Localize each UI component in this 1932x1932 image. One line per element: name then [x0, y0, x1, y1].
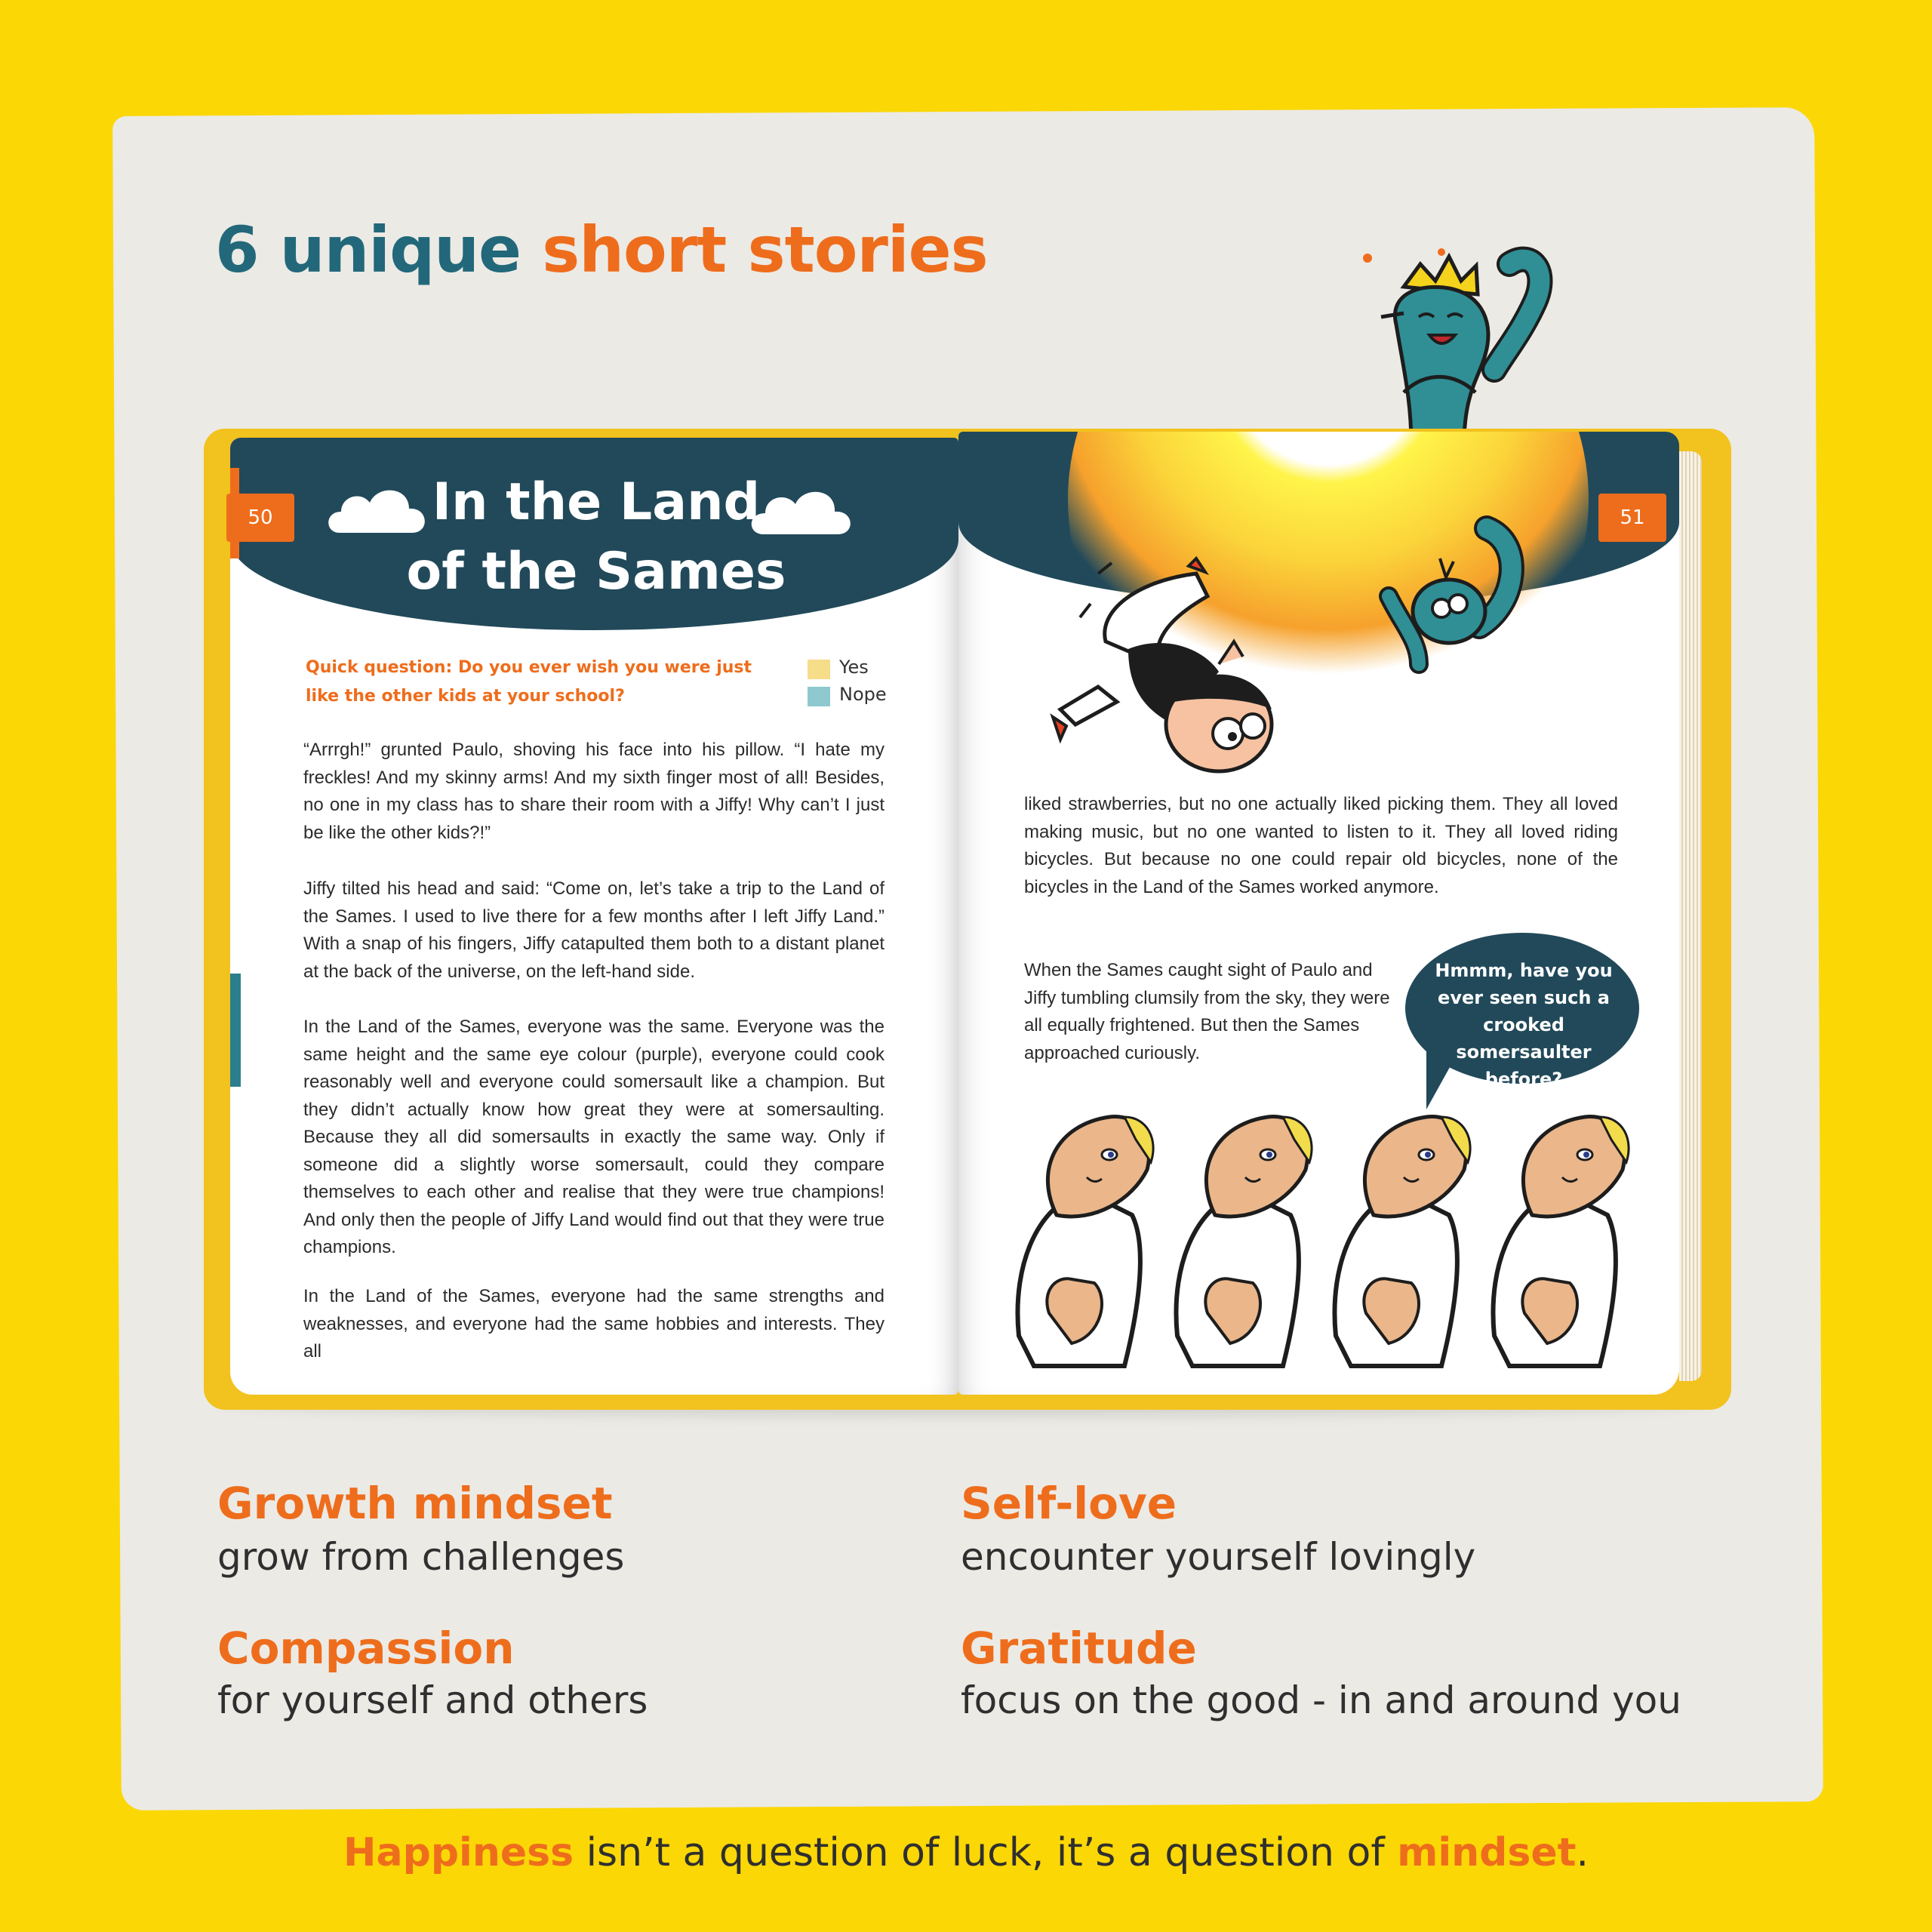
- page-edges: [1679, 451, 1702, 1381]
- speech-bubble-text: Hmmm, have you ever seen such a crooked somersaulter before?: [1435, 960, 1613, 1090]
- chapter-title-line-2: of the Sames: [406, 542, 786, 601]
- answer-yes-checkbox: [808, 660, 830, 679]
- headline: [215, 213, 988, 287]
- teal-edge-mark: [230, 974, 241, 1087]
- tagline-mindset: mindset: [1397, 1830, 1577, 1875]
- feature-self-love-title: Self-love: [961, 1478, 1177, 1529]
- story-paragraph-6: When the Sames caught sight of Paulo and Jiffy tumbling clumsily from the sky, they were all equally frightened. But then the Sames approached curiously.: [1024, 960, 1390, 1063]
- same-character: [1017, 1117, 1153, 1366]
- chapter-title-line-1: In the Land: [432, 472, 761, 532]
- feature-gratitude-title: Gratitude: [961, 1623, 1197, 1674]
- page-number-right: 51: [1598, 494, 1666, 542]
- story-paragraph-1: “Arrrgh!” grunted Paulo, shoving his face into his pillow. “I hate my freckles! And my skinny arms! And my sixth finger most of all! Besides, no one in my class has to share their room with a Jiffy! Why can’t I just be like the other kids?!”: [303, 740, 884, 843]
- story-paragraph-4: In the Land of the Sames, everyone had the same strengths and weaknesses, and everyone had the same hobbies and interests. They all: [303, 1286, 884, 1361]
- feature-compassion-desc: for yourself and others: [217, 1678, 648, 1722]
- quick-question: Quick question: Do you ever wish you were just like the other kids at your school?: [306, 658, 752, 706]
- the-sames-illustration: [1011, 1109, 1660, 1389]
- feature-growth-mindset-title: Growth mindset: [217, 1478, 613, 1529]
- page-number-left: 50: [226, 494, 294, 542]
- story-paragraph-2: Jiffy tilted his head and said: “Come on, let’s take a trip to the Land of the Sames. I used to live there for a few months after I left Jiffy Land.” With a snap of his fingers, Jiffy catapulted them both to a distant planet at the back of the universe, on the left-hand side.: [303, 878, 884, 982]
- tagline-middle: isn’t a question of luck, it’s a question of: [574, 1830, 1398, 1875]
- answer-nope-checkbox: [808, 687, 830, 706]
- headline-number: 6: [215, 213, 259, 287]
- story-paragraph-5: liked strawberries, but no one actually liked picking them. They all loved making music, but no one wanted to listen to it. They all loved riding bicycles. But because no one could repair old bicycles, none of the bicycles in the Land of the Sames worked anymore.: [1024, 794, 1618, 897]
- feature-compassion-title: Compassion: [217, 1623, 515, 1674]
- crowned-jiffy-illustration: [1351, 242, 1577, 445]
- feature-growth-mindset-desc: grow from challenges: [217, 1535, 625, 1579]
- story-paragraph-3: In the Land of the Sames, everyone was the same. Everyone was the same height and the same eye colour (purple), everyone could cook reasonably well and everyone could somersault like a champion. But they didn’t actually know how great they were at somersaulting. Because they all did somersaults in exactly the same way. Only if someone did a slightly worse somersault, could they compare themselves to each other and realise that they were true champions! And only then the people of Jiffy Land would find out that they were true champions.: [303, 1017, 884, 1257]
- tagline-happiness: Happiness: [343, 1830, 574, 1875]
- chapter-title: [400, 468, 792, 607]
- answer-yes-label: Yes: [839, 657, 869, 678]
- tagline-end: .: [1576, 1830, 1589, 1875]
- feature-gratitude-desc: focus on the good - in and around you: [961, 1678, 1681, 1722]
- feature-self-love-desc: encounter yourself lovingly: [961, 1535, 1476, 1579]
- headline-accent: short stories: [542, 213, 988, 287]
- falling-jiffy-illustration: [1374, 513, 1547, 687]
- headline-unique: unique: [279, 213, 521, 287]
- answer-nope-label: Nope: [839, 684, 887, 705]
- tagline: [0, 1830, 1932, 1875]
- falling-paulo-illustration: [1045, 551, 1302, 800]
